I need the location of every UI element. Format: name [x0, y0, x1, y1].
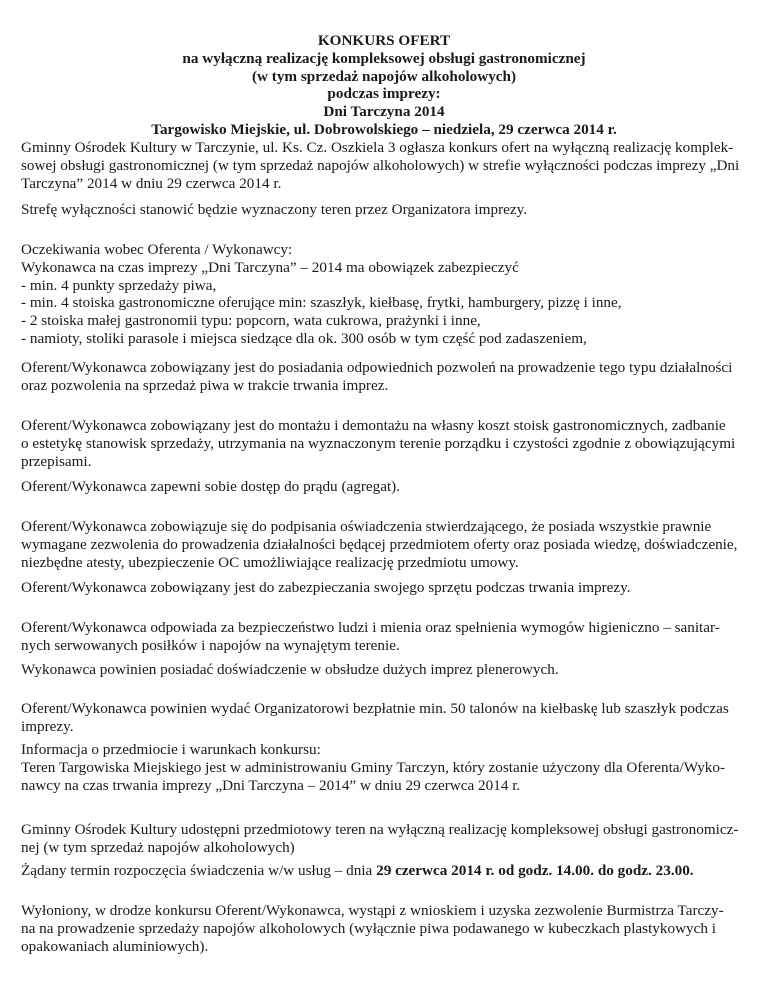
header-subject-note: (w tym sprzedaż napojów alkoholowych) [251, 67, 517, 85]
term-dates: 29 czerwca 2014 r. od godz. 14.00. do godz. 23.00. [376, 862, 694, 879]
info-heading: Informacja o przedmiocie i warunkach konkursu: [21, 741, 321, 758]
declaration-line: Oferent/Wykonawca zobowiązuje się do podpisania oświadczenia stwierdzającego, że posiada wszystkie prawnie [21, 518, 712, 535]
safety-line: Oferent/Wykonawca odpowiada za bezpieczeństwo ludzi i mienia oraz spełnienia wymogów higieniczno – sanitar- [21, 619, 720, 636]
experience-paragraph [21, 661, 751, 679]
list-item: - 2 stoiska małej gastronomii typu: popcorn, wata cukrowa, prażynki i inne, [21, 312, 481, 330]
provide-line: Gminny Ośrodek Kultury udostępni przedmiotowy teren na wyłączną realizację kompleksowej obsługi gastronomicz- [21, 821, 739, 838]
experience-line: Wykonawca powinien posiadać doświadczenie w obsłudze dużych imprez plenerowych. [21, 661, 559, 678]
list-item: - min. 4 punkty sprzedaży piwa, [21, 276, 217, 294]
intro-line: Tarczyna” 2014 w dniu 29 czerwca 2014 r. [21, 174, 282, 192]
vouchers-line: Oferent/Wykonawca powinien wydać Organizatorowi bezpłatnie min. 50 talonów na kiełbaskę lub szaszłyk podczas [21, 700, 729, 717]
header-subject: na wyłączną realizację kompleksowej obsługi gastronomicznej [182, 49, 586, 67]
equipment-line: Oferent/Wykonawca zobowiązany jest do zabezpieczania swojego sprzętu podczas trwania imprezy. [21, 579, 631, 596]
header-event-location: Targowisko Miejskie, ul. Dobrowolskiego – niedziela, 29 czerwca 2014 r. [151, 120, 617, 138]
assembly-line: przepisami. [21, 452, 92, 470]
document-header [0, 32, 768, 139]
list-item: - namioty, stoliki parasole i miejsca siedzące dla ok. 300 osób w tym część pod zadaszeniem, [21, 329, 587, 347]
info-section [21, 741, 751, 794]
assembly-line: o estetykę stanowisk sprzedaży, utrzymania na wyznaczonym terenie porządku i czystości zgodnie z obowiązującymi [21, 434, 736, 452]
term-line [21, 862, 751, 880]
expectations-section [21, 241, 751, 348]
power-line: Oferent/Wykonawca zapewni sobie dostęp do prądu (agregat). [21, 478, 401, 495]
permits-line: Oferent/Wykonawca zobowiązany jest do posiadania odpowiednich pozwoleń na prowadzenie tego typu działalności [21, 359, 733, 376]
safety-line: nych serwowanych posiłków i napojów na wynajętym terenie. [21, 636, 400, 654]
vouchers-paragraph [21, 700, 751, 736]
power-paragraph [21, 478, 751, 496]
selected-line: Wyłoniony, w drodze konkursu Oferent/Wykonawca, wystąpi z wnioskiem i uzyska zezwolenie Burmistrza Tarczy- [21, 902, 724, 919]
selected-paragraph [21, 902, 751, 955]
provide-line: nej (w tym sprzedaż napojów alkoholowych) [21, 838, 295, 856]
assembly-line: Oferent/Wykonawca zobowiązany jest do montażu i demontażu na własny koszt stoisk gastronomicznych, zadbanie [21, 417, 726, 434]
provide-paragraph [21, 821, 751, 857]
info-line: nawcy na czas trwania imprezy „Dni Tarczyna – 2014” w dniu 29 czerwca 2014 r. [21, 776, 521, 794]
declaration-line: wymagane zezwolenia do prowadzenia działalności będącej przedmiotem oferty oraz posiada wiedzę, doświadczenie, [21, 535, 738, 553]
zone-paragraph [21, 201, 751, 219]
permits-line: oraz pozwolenia na sprzedaż piwa w trakcie trwania imprez. [21, 376, 389, 394]
selected-line: opakowaniach aluminiowych). [21, 937, 209, 955]
header-event-name: Dni Tarczyna 2014 [323, 103, 445, 121]
term-paragraph [21, 862, 751, 880]
list-item: - min. 4 stoiska gastronomiczne oferujące min: szaszłyk, kiełbasę, frytki, hamburgery, pizzę i inne, [21, 294, 622, 312]
expectations-intro: Wykonawca na czas imprezy „Dni Tarczyna” – 2014 ma obowiązek zabezpieczyć [21, 258, 519, 276]
assembly-paragraph [21, 417, 751, 470]
declaration-line: niezbędne atesty, ubezpieczenie OC umożliwiające realizację przedmiotu umowy. [21, 553, 519, 571]
intro-line: sowej obsługi gastronomicznej (w tym sprzedaż napojów alkoholowych) w strefie wyłączności podczas imprezy „Dni [21, 156, 740, 174]
expectations-heading: Oczekiwania wobec Oferenta / Wykonawcy: [21, 241, 293, 258]
selected-line: na na prowadzenie sprzedaży napojów alkoholowych (wyłącznie piwa podawanego w kubeczkach plastykowych i [21, 919, 716, 937]
zone-line: Strefę wyłączności stanowić będzie wyznaczony teren przez Organizatora imprezy. [21, 201, 528, 218]
document-title: KONKURS OFERT [317, 32, 451, 49]
term-text: Żądany termin rozpoczęcia świadczenia w/w usług – dnia [21, 862, 377, 879]
intro-paragraph [21, 139, 751, 192]
permits-paragraph [21, 359, 751, 395]
equipment-paragraph [21, 579, 751, 597]
header-event-label: podczas imprezy: [327, 85, 441, 103]
intro-line: Gminny Ośrodek Kultury w Tarczynie, ul. Ks. Cz. Oszkiela 3 ogłasza konkurs ofert na wyłączną realizację komplek- [21, 139, 734, 156]
info-line: Teren Targowiska Miejskiego jest w administrowaniu Gminy Tarczyn, który zostanie użyczony dla Oferenta/Wyko- [21, 758, 726, 776]
safety-paragraph [21, 619, 751, 655]
vouchers-line: imprezy. [21, 717, 74, 735]
declaration-paragraph [21, 518, 751, 571]
